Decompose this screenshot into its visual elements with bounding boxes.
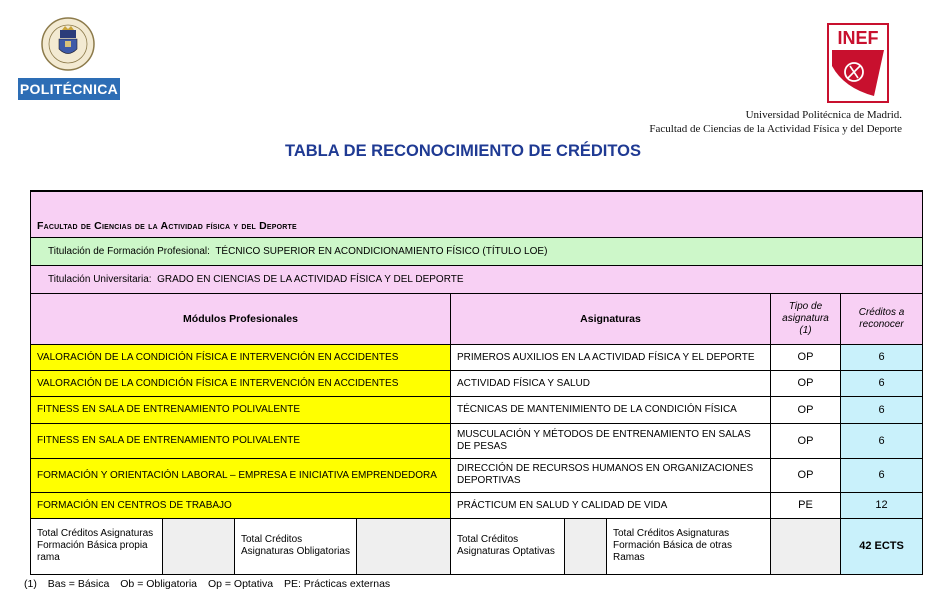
faculty-name: Facultad de Ciencias de la Actividad física y del Deporte [31, 215, 923, 237]
inef-logo-icon [826, 22, 890, 104]
fp-degree-cell [31, 237, 923, 265]
footnote [24, 578, 398, 590]
header-tipo [771, 293, 841, 344]
total-obligatorias-value [357, 518, 451, 574]
institution-line-2: Facultad de Ciencias de la Actividad Física y del Deporte [649, 123, 902, 135]
header-tipo-line2: asignatura [782, 312, 829, 324]
inef-logo-text: INEF [837, 28, 879, 48]
table-row [31, 492, 923, 518]
footnote-bas: Bas = Básica [47, 578, 110, 590]
blank-top-row [31, 191, 923, 215]
table-row [31, 458, 923, 492]
document-title: TABLA DE RECONOCIMIENTO DE CRÉDITOS [285, 142, 641, 160]
credits-table [30, 190, 923, 575]
total-basica-propia-label: Total Créditos Asignaturas Formación Básica propia rama [31, 518, 163, 574]
total-ects: 42 ECTS [841, 518, 923, 574]
totals-row [31, 518, 923, 574]
row-asignatura: DIRECCIÓN DE RECURSOS HUMANOS EN ORGANIZACIONES DEPORTIVAS [451, 458, 771, 492]
row-creditos: 6 [841, 396, 923, 423]
row-creditos: 6 [841, 344, 923, 370]
university-degree-row [31, 265, 923, 293]
header-creditos [841, 293, 923, 344]
row-modulo: FORMACIÓN EN CENTROS DE TRABAJO [31, 492, 451, 518]
header-creditos-line2: reconocer [859, 318, 904, 330]
footnote-ob: Ob = Obligatoria [120, 578, 198, 590]
upm-seal-icon [40, 14, 96, 76]
column-header-row [31, 293, 923, 344]
university-degree-label: Titulación Universitaria: [48, 273, 152, 285]
header-tipo-line3: (1) [799, 324, 812, 336]
footnote-op: Op = Optativa [207, 578, 274, 590]
row-asignatura: MUSCULACIÓN Y MÉTODOS DE ENTRENAMIENTO EN SALAS DE PESAS [451, 423, 771, 458]
table-row [31, 423, 923, 458]
table-row [31, 370, 923, 396]
row-asignatura: TÉCNICAS DE MANTENIMIENTO DE LA CONDICIÓN FÍSICA [451, 396, 771, 423]
fp-degree-row [31, 237, 923, 265]
row-creditos: 6 [841, 423, 923, 458]
header-tipo-line1: Tipo de [788, 300, 823, 312]
total-basica-otras-value [771, 518, 841, 574]
total-obligatorias-label: Total Créditos Asignaturas Obligatorias [235, 518, 357, 574]
total-basica-propia-value [163, 518, 235, 574]
total-basica-otras-label: Total Créditos Asignaturas Formación Básica de otras Ramas [607, 518, 771, 574]
institution-block [649, 108, 902, 136]
row-asignatura: ACTIVIDAD FÍSICA Y SALUD [451, 370, 771, 396]
row-creditos: 6 [841, 458, 923, 492]
header-modulos: Módulos Profesionales [31, 293, 451, 344]
university-degree-value: GRADO EN CIENCIAS DE LA ACTIVIDAD FÍSICA Y DEL DEPORTE [157, 273, 464, 285]
table-row [31, 396, 923, 423]
row-tipo: OP [771, 458, 841, 492]
total-optativas-value [565, 518, 607, 574]
total-optativas-label: Total Créditos Asignaturas Optativas [451, 518, 565, 574]
faculty-row [31, 215, 923, 237]
university-degree-cell [31, 265, 923, 293]
institution-line-1: Universidad Politécnica de Madrid. [745, 109, 902, 121]
row-modulo: FITNESS EN SALA DE ENTRENAMIENTO POLIVALENTE [31, 396, 451, 423]
header-asignaturas: Asignaturas [451, 293, 771, 344]
row-tipo: PE [771, 492, 841, 518]
header-creditos-line1: Créditos a [858, 306, 905, 318]
row-tipo: OP [771, 370, 841, 396]
fp-degree-value: TÉCNICO SUPERIOR EN ACONDICIONAMIENTO FÍSICO (TÍTULO LOE) [215, 245, 548, 257]
footnote-pe: PE: Prácticas externas [283, 578, 391, 590]
upm-logo [18, 14, 120, 100]
table-row [31, 344, 923, 370]
row-modulo: VALORACIÓN DE LA CONDICIÓN FÍSICA E INTERVENCIÓN EN ACCIDENTES [31, 370, 451, 396]
row-modulo: VALORACIÓN DE LA CONDICIÓN FÍSICA E INTERVENCIÓN EN ACCIDENTES [31, 344, 451, 370]
row-asignatura: PRÁCTICUM EN SALUD Y CALIDAD DE VIDA [451, 492, 771, 518]
row-creditos: 12 [841, 492, 923, 518]
upm-logo-text: POLITÉCNICA [18, 78, 120, 100]
fp-degree-label: Titulación de Formación Profesional: [48, 245, 210, 257]
row-modulo: FORMACIÓN Y ORIENTACIÓN LABORAL – EMPRESA E INICIATIVA EMPRENDEDORA [31, 458, 451, 492]
row-tipo: OP [771, 344, 841, 370]
row-tipo: OP [771, 423, 841, 458]
footnote-marker: (1) [24, 578, 37, 590]
row-modulo: FITNESS EN SALA DE ENTRENAMIENTO POLIVALENTE [31, 423, 451, 458]
row-asignatura: PRIMEROS AUXILIOS EN LA ACTIVIDAD FÍSICA Y EL DEPORTE [451, 344, 771, 370]
row-creditos: 6 [841, 370, 923, 396]
row-tipo: OP [771, 396, 841, 423]
